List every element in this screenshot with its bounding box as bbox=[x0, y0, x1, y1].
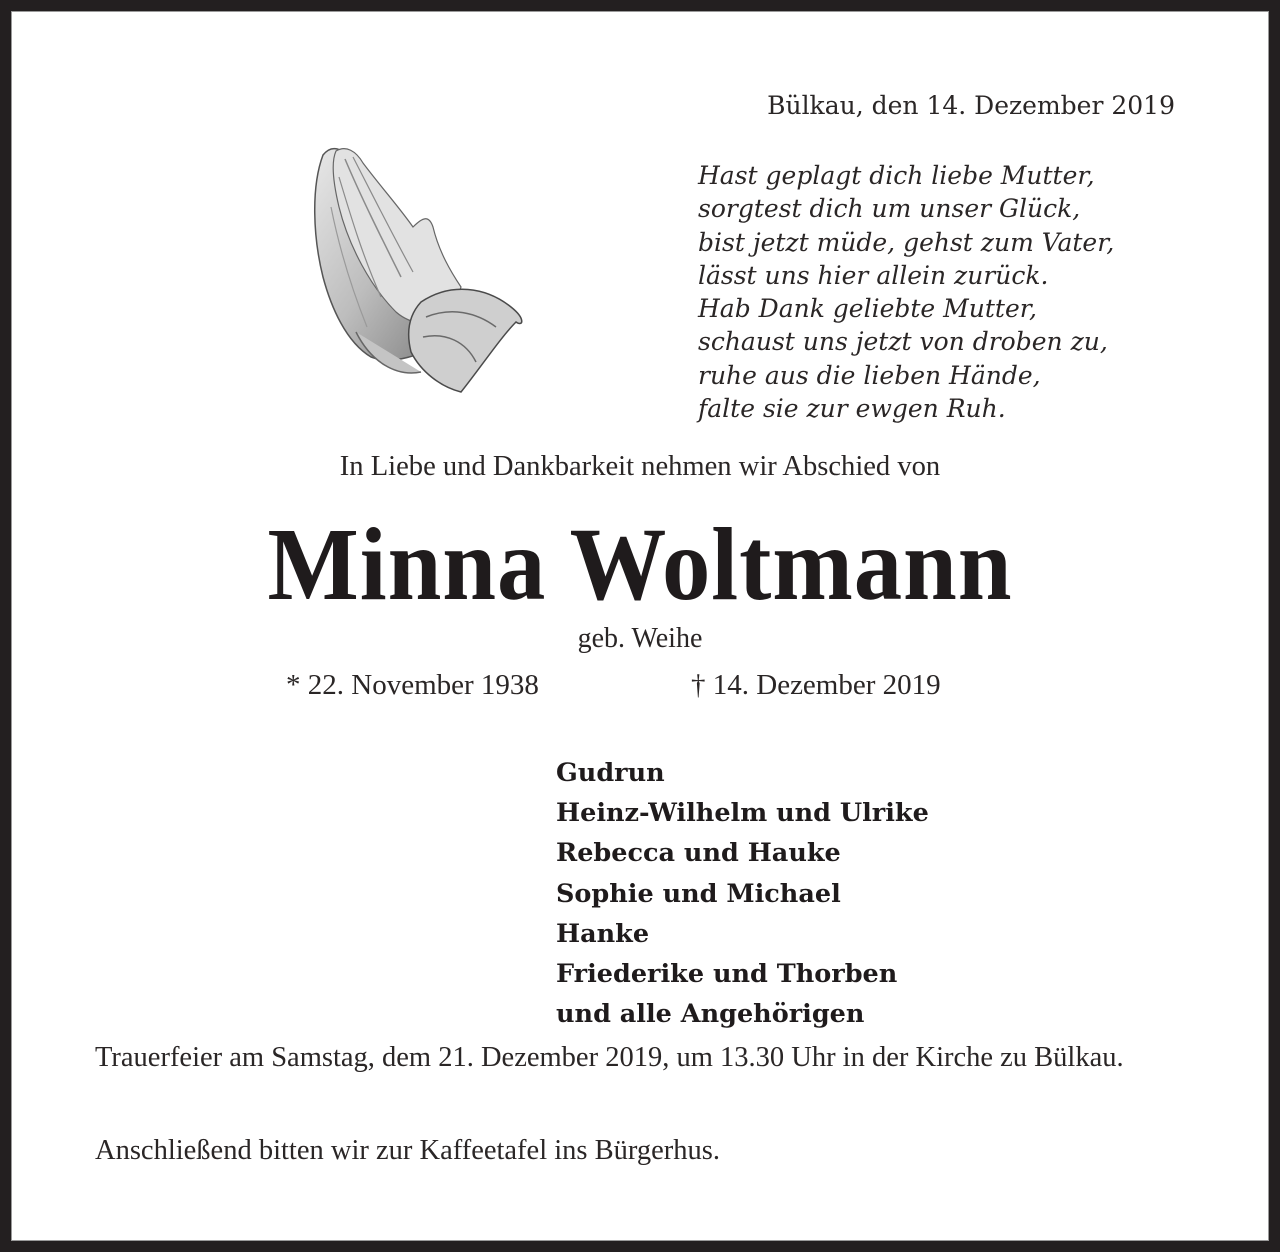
family-member: Heinz-Wilhelm und Ulrike bbox=[556, 798, 929, 829]
poem-line: schaust uns jetzt von droben zu, bbox=[698, 327, 1108, 357]
maiden-name: geb. Weihe bbox=[577, 623, 703, 654]
poem-line: lässt uns hier allein zurück. bbox=[698, 260, 1049, 290]
family-member: Rebecca und Hauke bbox=[556, 838, 841, 869]
place-and-date: Bülkau, den 14. Dezember 2019 bbox=[767, 91, 1175, 120]
family-member: Sophie und Michael bbox=[556, 878, 841, 909]
coffee-reception-info: Anschließend bitten wir zur Kaffeetafel ins Bürgerhus. bbox=[95, 1135, 720, 1166]
family-member: Gudrun bbox=[556, 758, 665, 788]
poem-line: ruhe aus die lieben Hände, bbox=[698, 360, 1041, 390]
funeral-service-info: Trauerfeier am Samstag, dem 21. Dezember 2019, um 13.30 Uhr in der Kirche zu Bülkau. bbox=[95, 1042, 1124, 1073]
praying-hands-icon bbox=[301, 137, 531, 402]
obituary-notice bbox=[11, 11, 1269, 1241]
birth-date: * 22. November 1938 bbox=[286, 669, 539, 701]
poem bbox=[698, 159, 1114, 425]
farewell-intro: In Liebe und Dankbarkeit nehmen wir Abschied von bbox=[339, 451, 941, 482]
death-date: † 14. Dezember 2019 bbox=[691, 669, 941, 701]
family-list bbox=[556, 753, 929, 1034]
poem-line: falte sie zur ewgen Ruh. bbox=[698, 394, 1006, 424]
family-member: und alle Angehörigen bbox=[556, 999, 865, 1030]
poem-line: sorgtest dich um unser Glück, bbox=[698, 194, 1081, 224]
deceased-name: Minna Woltmann bbox=[267, 507, 1013, 622]
poem-line: Hast geplagt dich liebe Mutter, bbox=[698, 161, 1095, 190]
poem-line: Hab Dank geliebte Mutter, bbox=[698, 294, 1037, 324]
family-member: Friederike und Thorben bbox=[556, 959, 898, 990]
family-member: Hanke bbox=[556, 918, 650, 949]
poem-line: bist jetzt müde, gehst zum Vater, bbox=[698, 227, 1115, 257]
